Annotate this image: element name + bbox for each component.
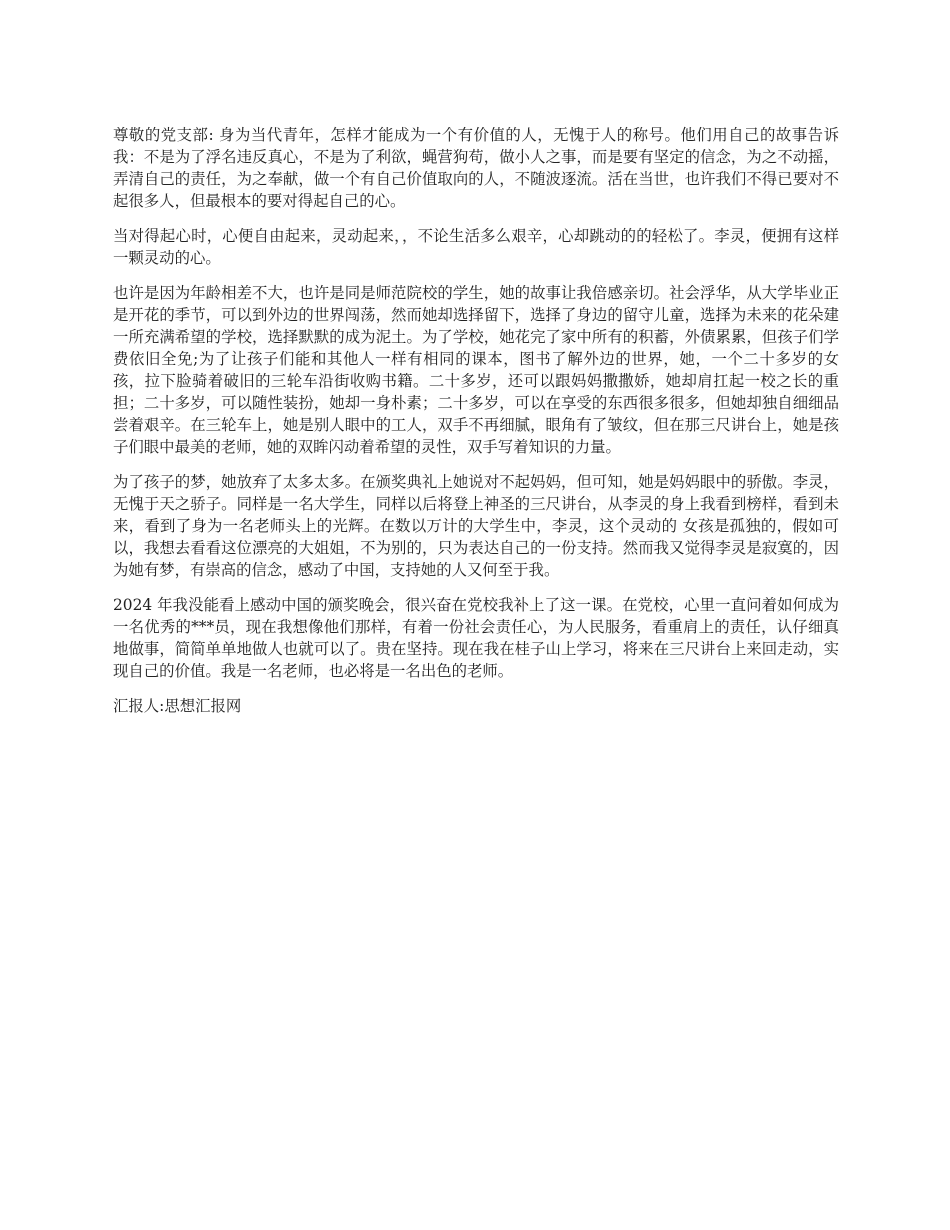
paragraph-li-ling-story: 也许是因为年龄相差不大，也许是同是师范院校的学生，她的故事让我倍感亲切。社会浮华，从大学毕业正是开花的季节，可以到外边的世界闯荡，然而她却选择留下，选择了身边的留守儿童，选择为未来的花朵建一所充满希望的学校，选择默默的成为泥土。为了学校，她花完了家中所有的积蓄，外债累累，但孩子们学费依旧全免;为了让孩子们能和其他人一样有相同的课本，图书了解外边的世界，她，一个二十多岁的女孩，拉下脸骑着破旧的三轮车沿街收购书籍。二十多岁，还可以跟妈妈撒撒娇，她却肩扛起一校之长的重担；二十多岁，可以随性装扮，她却一身朴素；二十多岁，可以在享受的东西很多很多，但她却独自细细品尝着艰辛。在三轮车上，她是别人眼中的工人，双手不再细腻，眼角有了皱纹，但在那三尺讲台上，她是孩子们眼中最美的老师，她的双眸闪动着希望的灵性，双手写着知识的力量。: [113, 284, 839, 456]
reporter-signature: 汇报人:思想汇报网: [113, 697, 242, 715]
document-body: [113, 124, 839, 717]
paragraph-dream: 为了孩子的梦，她放弃了太多太多。在颁奖典礼上她说对不起妈妈，但可知，她是妈妈眼中的骄傲。李灵，无愧于天之骄子。同样是一名大学生，同样以后将登上神圣的三尺讲台，从李灵的身上我看到榜样，看到未来，看到了身为一名老师头上的光辉。在数以万计的大学生中，李灵，这个灵动的 女孩是孤独的，假如可以，我想去看看这位漂亮的大姐姐，不为别的，只为表达自己的一份支持。然而我又觉得李灵是寂寞的，因为她有梦，有崇高的信念，感动了中国，支持她的人又何至于我。: [113, 473, 839, 579]
paragraph-party-school: 2024 年我没能看上感动中国的颁奖晚会，很兴奋在党校我补上了这一课。在党校，心里一直问着如何成为一名优秀的***员，现在我想像他们那样，有着一份社会责任心，为人民服务，看重肩上的责任，认仔细真地做事，简简单单地做人也就可以了。贵在坚持。现在我在桂子山上学习，将来在三尺讲台上来回走动，实现自己的价值。我是一名老师，也必将是一名出色的老师。: [113, 596, 839, 680]
paragraph-free-heart: 当对得起心时，心便自由起来，灵动起来，，不论生活多么艰辛，心却跳动的的轻松了。李灵，便拥有这样一颗灵动的心。: [113, 227, 839, 267]
paragraph-salutation: 尊敬的党支部: 身为当代青年，怎样才能成为一个有价值的人，无愧于人的称号。他们用自己的故事告诉我：不是为了浮名违反真心，不是为了利欲，蝇营狗苟，做小人之事，而是要有坚定的信念，为之不动摇，弄清自己的责任，为之奉献，做一个有自己价值取向的人，不随波逐流。活在当世，也许我们不得已要对不起很多人，但最根本的要对得起自己的心。: [113, 126, 839, 210]
